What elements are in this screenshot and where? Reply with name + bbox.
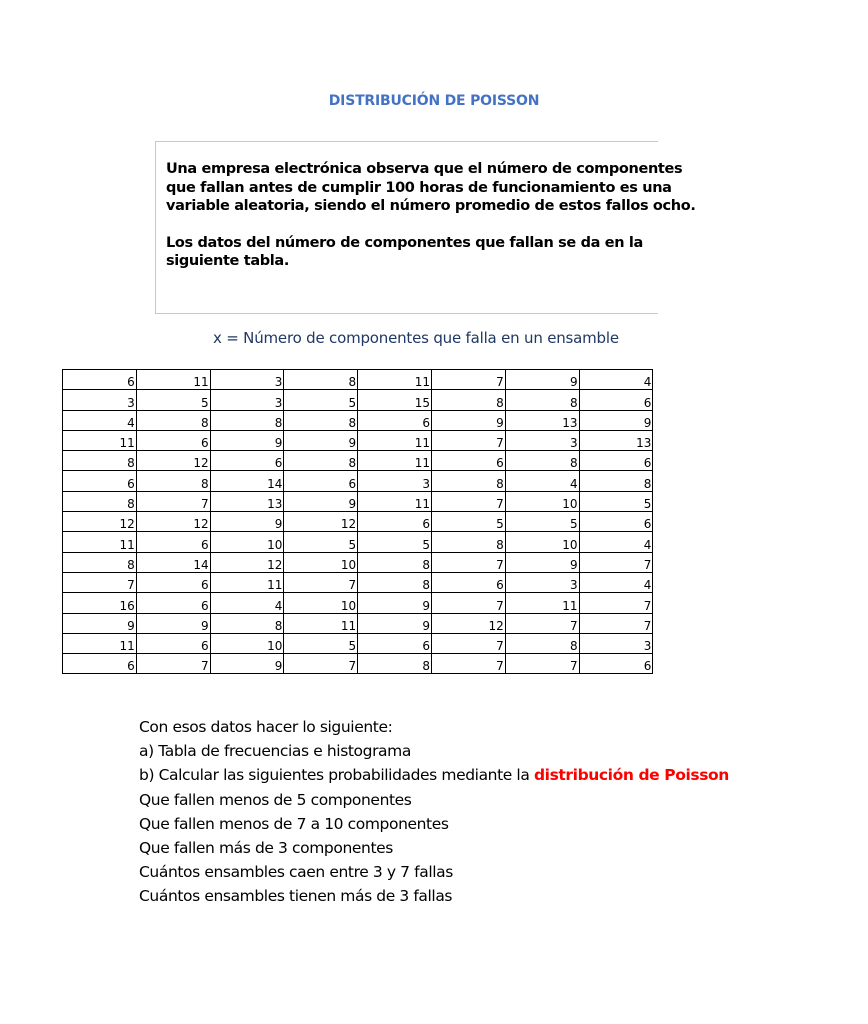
table-cell: 11: [358, 430, 432, 450]
instruction-item-a: a) Tabla de frecuencias e histograma: [139, 742, 411, 761]
table-cell: 8: [284, 410, 358, 430]
table-cell: 11: [210, 572, 284, 592]
table-cell: 6: [136, 430, 210, 450]
table-cell: 8: [210, 410, 284, 430]
table-cell: 10: [505, 532, 579, 552]
table-cell: 12: [63, 512, 137, 532]
table-cell: 6: [431, 572, 505, 592]
table-cell: 11: [358, 370, 432, 390]
table-cell: 5: [284, 633, 358, 653]
table-cell: 8: [210, 613, 284, 633]
table-cell: 12: [136, 512, 210, 532]
table-cell: 7: [431, 654, 505, 674]
table-cell: 8: [284, 451, 358, 471]
table-cell: 16: [63, 593, 137, 613]
table-cell: 6: [136, 633, 210, 653]
table-cell: 10: [284, 552, 358, 572]
table-row: [63, 532, 653, 552]
table-row: [63, 491, 653, 511]
table-cell: 10: [505, 491, 579, 511]
table-row: [63, 410, 653, 430]
table-cell: 4: [210, 593, 284, 613]
table-cell: 11: [63, 532, 137, 552]
table-cell: 3: [210, 390, 284, 410]
page-title: [0, 93, 868, 109]
table-cell: 9: [505, 552, 579, 572]
table-cell: 6: [579, 512, 653, 532]
table-cell: 9: [284, 491, 358, 511]
table-cell: 7: [431, 593, 505, 613]
table-cell: 12: [210, 552, 284, 572]
table-cell: 8: [358, 654, 432, 674]
table-cell: 9: [358, 593, 432, 613]
table-cell: 5: [431, 512, 505, 532]
table-cell: 9: [63, 613, 137, 633]
table-cell: 8: [63, 451, 137, 471]
instruction-item-b: [139, 763, 729, 787]
table-cell: 9: [284, 430, 358, 450]
problem-paragraph-1: [166, 160, 696, 216]
table-cell: 11: [358, 451, 432, 471]
table-cell: 6: [136, 532, 210, 552]
table-cell: 12: [136, 451, 210, 471]
table-cell: 3: [579, 633, 653, 653]
table-row: [63, 613, 653, 633]
table-cell: 8: [136, 410, 210, 430]
question-item: Que fallen menos de 5 componentes: [139, 790, 412, 809]
table-cell: 11: [358, 491, 432, 511]
table-cell: 8: [358, 572, 432, 592]
table-cell: 6: [579, 390, 653, 410]
table-cell: 7: [431, 633, 505, 653]
table-cell: 11: [284, 613, 358, 633]
table-cell: 7: [431, 491, 505, 511]
table-cell: 4: [579, 370, 653, 390]
table-cell: 11: [63, 633, 137, 653]
table-cell: 8: [284, 370, 358, 390]
table-cell: 4: [579, 532, 653, 552]
problem-line: que fallan antes de cumplir 100 horas de funcionamiento es una: [166, 179, 672, 196]
table-cell: 7: [579, 552, 653, 572]
table-row: [63, 451, 653, 471]
table-cell: 9: [210, 430, 284, 450]
table-cell: 8: [431, 471, 505, 491]
problem-line: Los datos del número de componentes que fallan se da en la: [166, 234, 643, 251]
table-cell: 13: [579, 430, 653, 450]
table-cell: 11: [63, 430, 137, 450]
failures-data-table: [62, 369, 653, 674]
table-cell: 6: [284, 471, 358, 491]
table-cell: 3: [210, 370, 284, 390]
poisson-highlight: distribución de Poisson: [533, 766, 729, 785]
problem-line: Una empresa electrónica observa que el número de componentes: [166, 161, 683, 177]
table-cell: 14: [136, 552, 210, 572]
table-cell: 7: [136, 654, 210, 674]
table-cell: 6: [136, 572, 210, 592]
table-cell: 4: [505, 471, 579, 491]
table-cell: 9: [210, 654, 284, 674]
table-cell: 13: [505, 410, 579, 430]
table-cell: 3: [505, 430, 579, 450]
table-row: [63, 654, 653, 674]
table-cell: 7: [431, 370, 505, 390]
table-cell: 7: [505, 613, 579, 633]
table-cell: 10: [210, 633, 284, 653]
problem-line: siguiente tabla.: [166, 253, 290, 269]
table-cell: 5: [284, 532, 358, 552]
table-cell: 8: [505, 390, 579, 410]
table-cell: 12: [284, 512, 358, 532]
problem-line: variable aleatoria, siendo el número promedio de estos fallos ocho.: [166, 198, 696, 214]
table-cell: 6: [358, 410, 432, 430]
table-cell: 7: [579, 593, 653, 613]
table-row: [63, 572, 653, 592]
instructions-block: [139, 715, 729, 909]
table-cell: 8: [63, 491, 137, 511]
table-cell: 7: [63, 572, 137, 592]
table-cell: 3: [63, 390, 137, 410]
table-cell: 6: [358, 633, 432, 653]
table-cell: 6: [210, 451, 284, 471]
table-cell: 9: [210, 512, 284, 532]
table-cell: 6: [358, 512, 432, 532]
table-cell: 10: [284, 593, 358, 613]
table-cell: 5: [358, 532, 432, 552]
table-cell: 11: [136, 370, 210, 390]
table-cell: 5: [136, 390, 210, 410]
table-cell: 7: [431, 430, 505, 450]
table-cell: 9: [579, 410, 653, 430]
table-cell: 11: [505, 593, 579, 613]
table-cell: 8: [579, 471, 653, 491]
table-row: [63, 552, 653, 572]
page-title-text: DISTRIBUCIÓN DE POISSON: [328, 93, 540, 109]
table-cell: 6: [63, 654, 137, 674]
table-cell: 3: [358, 471, 432, 491]
question-item: Que fallen menos de 7 a 10 componentes: [139, 814, 449, 833]
table-cell: 6: [579, 654, 653, 674]
table-row: [63, 633, 653, 653]
table-cell: 8: [505, 633, 579, 653]
table-cell: 9: [505, 370, 579, 390]
table-cell: 9: [136, 613, 210, 633]
table-cell: 8: [431, 390, 505, 410]
problem-paragraph-2: [166, 234, 658, 271]
question-item: Cuántos ensambles tienen más de 3 fallas: [139, 887, 453, 906]
table-cell: 4: [579, 572, 653, 592]
variable-definition: x = Número de componentes que falla en un ensamble: [213, 329, 619, 347]
table-cell: 15: [358, 390, 432, 410]
question-item: Que fallen más de 3 componentes: [139, 839, 393, 858]
table-cell: 13: [210, 491, 284, 511]
table-cell: 5: [579, 491, 653, 511]
instruction-item-b-text: b) Calcular las siguientes probabilidades mediante la: [139, 766, 534, 785]
table-row: [63, 370, 653, 390]
table-cell: 12: [431, 613, 505, 633]
table-cell: 3: [505, 572, 579, 592]
table-cell: 4: [63, 410, 137, 430]
table-row: [63, 512, 653, 532]
table-cell: 7: [136, 491, 210, 511]
table-cell: 6: [63, 370, 137, 390]
table-cell: 5: [505, 512, 579, 532]
table-cell: 8: [431, 532, 505, 552]
table-cell: 9: [431, 410, 505, 430]
table-cell: 7: [505, 654, 579, 674]
table-row: [63, 593, 653, 613]
table-cell: 14: [210, 471, 284, 491]
table-cell: 7: [284, 654, 358, 674]
table-cell: 7: [579, 613, 653, 633]
table-cell: 6: [136, 593, 210, 613]
table-cell: 7: [284, 572, 358, 592]
table-cell: 10: [210, 532, 284, 552]
table-cell: 8: [505, 451, 579, 471]
table-cell: 8: [63, 552, 137, 572]
table-cell: 8: [358, 552, 432, 572]
problem-statement-box: [155, 141, 696, 314]
table-cell: 6: [431, 451, 505, 471]
table-row: [63, 430, 653, 450]
table-cell: 7: [431, 552, 505, 572]
question-item: Cuántos ensambles caen entre 3 y 7 fallas: [139, 863, 453, 882]
table-row: [63, 390, 653, 410]
table-row: [63, 471, 653, 491]
table-cell: 5: [284, 390, 358, 410]
table-cell: 9: [358, 613, 432, 633]
table-cell: 6: [579, 451, 653, 471]
instructions-intro: Con esos datos hacer lo siguiente:: [139, 718, 393, 736]
table-cell: 8: [136, 471, 210, 491]
table-cell: 6: [63, 471, 137, 491]
